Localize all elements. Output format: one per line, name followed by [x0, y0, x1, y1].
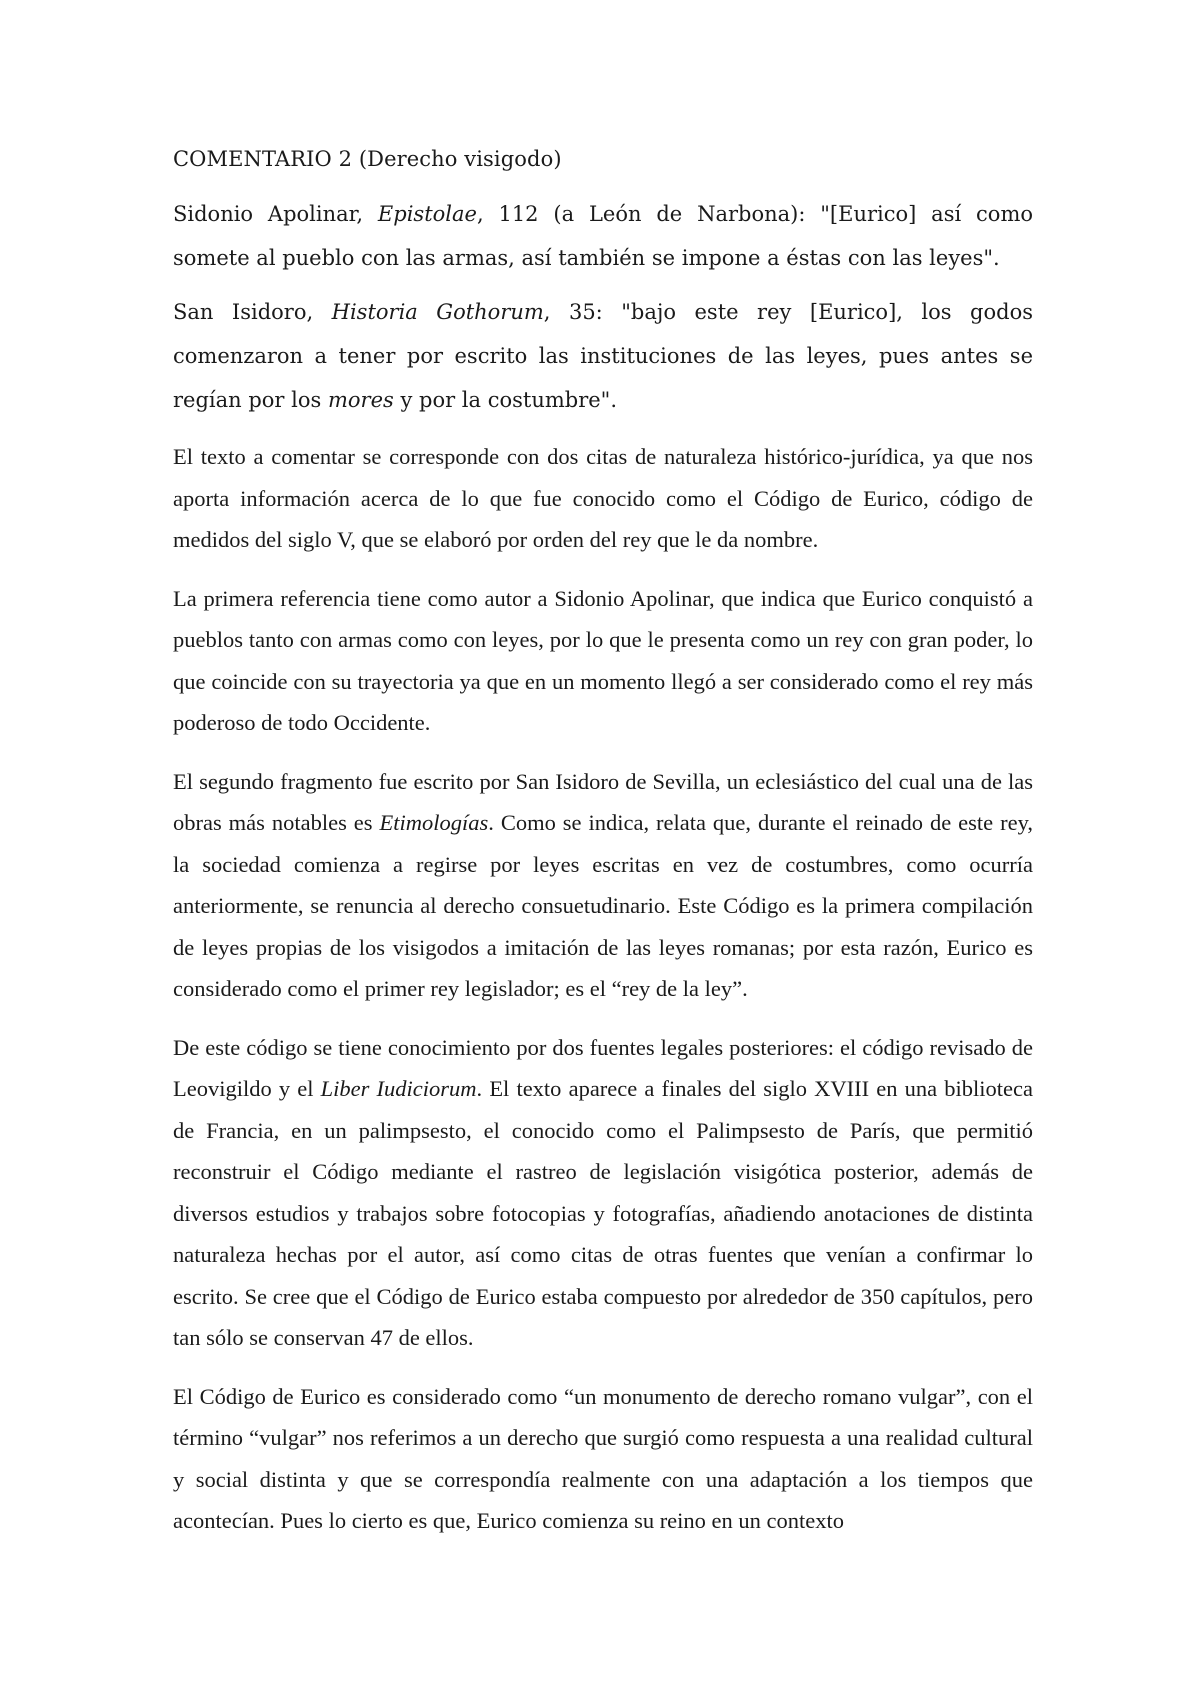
liber-iudiciorum-title: Liber Iudiciorum — [320, 1076, 477, 1101]
quote-isidoro-after: y por la costumbre". — [393, 388, 618, 412]
paragraph-vulgar-law: El Código de Eurico es considerado como “un monumento de derecho romano vulgar”, con el término “vulgar” nos referimos a un derecho que surgió como respuesta a una realidad cultural y social distinta y que se correspondía realmente con una adaptación a los tiempos que acontecían. Pues lo cierto es que, Eurico comienza su reino en un contexto — [173, 1383, 1033, 1533]
quote-isidoro — [173, 290, 1033, 422]
document-page — [173, 138, 1033, 1542]
etimologias-title: Etimologías — [379, 810, 489, 835]
paragraph-second-fragment-after: . Como se indica, relata que, durante el reinado de este rey, la sociedad comienza a regirse por leyes escritas en vez de costumbres, como ocurría anteriormente, se renuncia al derecho consuetudinario. Este Código es la primera compilación de leyes propias de los visigodos a imitación de las leyes romanas; por esta razón, Eurico es considerado como el primer rey legislador; es el “rey de la ley”. — [173, 810, 1033, 1001]
document-title: COMENTARIO 2 (Derecho visigodo) — [173, 147, 562, 171]
paragraph-second-fragment — [173, 761, 1033, 1010]
quote-sidonio — [173, 192, 1033, 280]
quote-isidoro-work: Historia Gothorum — [331, 300, 544, 324]
paragraph-sources — [173, 1027, 1033, 1359]
quote-isidoro-before: San Isidoro, — [173, 300, 332, 324]
paragraph-intro: El texto a comentar se corresponde con dos citas de naturaleza histórico-jurídica, ya que nos aporta información acerca de lo que fue conocido como el Código de Eurico, código de medidos del siglo V, que se elaboró por orden del rey que le da nombre. — [173, 444, 1033, 552]
paragraph-first-reference: La primera referencia tiene como autor a Sidonio Apolinar, que indica que Eurico conquistó a pueblos tanto con armas como con leyes, por lo que le presenta como un rey con gran poder, lo que coincide con su trayectoria ya que en un momento llegó a ser considerado como el rey más poderoso de todo Occidente. — [173, 585, 1033, 735]
quote-sidonio-after: , 112 (a León de Narbona): "[Eurico] así como somete al pueblo con las armas, así también se impone a éstas con las leyes". — [173, 202, 1033, 270]
quote-isidoro-mores: mores — [327, 388, 394, 412]
quote-sidonio-before: Sidonio Apolinar, — [173, 202, 378, 226]
quote-sidonio-work: Epistolae — [377, 202, 477, 226]
paragraph-sources-after: . El texto aparece a finales del siglo XVIII en una biblioteca de Francia, en un palimpsesto, el conocido como el Palimpsesto de París, que permitió reconstruir el Código mediante el rastreo de legislación visigótica posterior, además de diversos estudios y trabajos sobre fotocopias y fotografías, añadiendo anotaciones de distinta naturaleza hechas por el autor, así como citas de otras fuentes que venían a confirmar lo escrito. Se cree que el Código de Eurico estaba compuesto por alrededor de 350 capítulos, pero tan sólo se conservan 47 de ellos. — [173, 1076, 1033, 1350]
paragraph-second-fragment-before: El segundo fragmento fue escrito por San Isidoro de Sevilla, un eclesiástico del cual una de las obras más notables es — [173, 768, 1033, 835]
paragraph-sources-before: De este código se tiene conocimiento por dos fuentes legales posteriores: el código revisado de Leovigildo y el — [173, 1034, 1033, 1101]
quote-isidoro-middle: , 35: "bajo este rey [Eurico], los godos comenzaron a tener por escrito las instituciones de las leyes, pues antes se regían por los — [173, 300, 1033, 412]
